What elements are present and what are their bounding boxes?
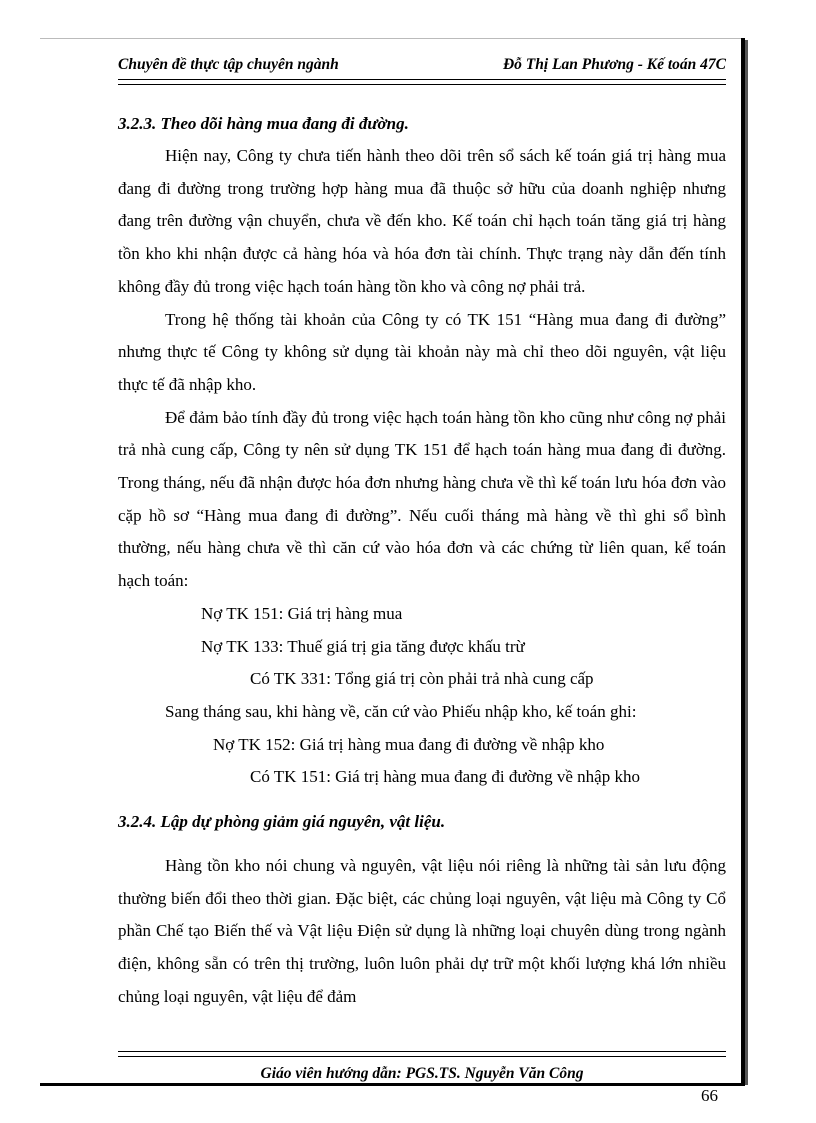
paragraph: Hàng tồn kho nói chung và nguyên, vật liệu nói riêng là những tài sản lưu động thường biến đổi theo thời gian. Đặc biệt, các chủng loại nguyên, vật liệu mà Công ty Cổ phần Chế tạo Biến thế và Vật liệu Điện sử dụng là những loại chuyên dùng trong ngành điện, không sẵn có trên thị trường, luôn luôn phải dự trữ một khối lượng khá lớn nhiều chủng loại nguyên, vật liệu để đảm: [118, 856, 726, 1006]
journal-entry-debit: Nợ TK 133: Thuế giá trị gia tăng được khấu trừ: [201, 636, 525, 656]
journal-entry-credit: Có TK 151: Giá trị hàng mua đang đi đường về nhập kho: [250, 767, 640, 787]
journal-entry-debit: Nợ TK 152: Giá trị hàng mua đang đi đường về nhập kho: [213, 734, 605, 754]
paragraph: Trong hệ thống tài khoản của Công ty có TK 151 “Hàng mua đang đi đường” nhưng thực tế Công ty không sử dụng tài khoản này mà chỉ theo dõi nguyên, vật liệu thực tế đã nhập kho.: [118, 309, 726, 394]
page-frame-right-shadow: [745, 40, 748, 1085]
page-header: [118, 56, 726, 78]
spacer: [118, 794, 726, 806]
header-left: Chuyên đề thực tập chuyên ngành: [118, 56, 339, 73]
page-body: [118, 108, 726, 1014]
paragraph: Để đảm bảo tính đầy đủ trong việc hạch toán hàng tồn kho cũng như công nợ phải trả nhà cung cấp, Công ty nên sử dụng TK 151 để hạch toán hàng mua đang đi đường. Trong tháng, nếu đã nhận được hóa đơn nhưng hàng chưa về thì kế toán lưu hóa đơn vào cặp hồ sơ “Hàng mua đang đi đường”. Nếu cuối tháng mà hàng về thì ghi sổ bình thường, nếu hàng chưa về thì căn cứ vào hóa đơn và các chứng từ liên quan, kế toán hạch toán:: [118, 407, 726, 591]
header-divider: [118, 79, 726, 85]
header-right: Đỗ Thị Lan Phương - Kế toán 47C: [502, 56, 726, 73]
footer-divider: [118, 1051, 726, 1057]
page-frame-top: [40, 38, 745, 39]
section-heading-323: 3.2.3. Theo dõi hàng mua đang đi đường.: [118, 114, 409, 133]
paragraph: Hiện nay, Công ty chưa tiến hành theo dõi trên sổ sách kế toán giá trị hàng mua đang đi đường trong trường hợp hàng mua đã thuộc sở hữu của doanh nghiệp nhưng đang trên đường vận chuyển, chưa về đến kho. Kế toán chỉ hạch toán tăng giá trị hàng tồn kho khi nhận được cả hàng hóa và hóa đơn tài chính. Thực trạng này dẫn đến tính không đầy đủ trong việc hạch toán hàng tồn kho và công nợ phải trả.: [118, 146, 726, 296]
journal-entry-debit: Nợ TK 151: Giá trị hàng mua: [201, 603, 403, 623]
spacer: [118, 838, 726, 850]
journal-entry-credit: Có TK 331: Tổng giá trị còn phải trả nhà cung cấp: [250, 669, 594, 689]
journal-note: Sang tháng sau, khi hàng về, căn cứ vào Phiếu nhập kho, kế toán ghi:: [165, 701, 637, 721]
footer-advisor: Giáo viên hướng dẫn: PGS.TS. Nguyễn Văn Công: [260, 1065, 584, 1082]
page-number: 66: [701, 1086, 718, 1105]
section-heading-324: 3.2.4. Lập dự phòng giảm giá nguyên, vật liệu.: [118, 812, 446, 832]
